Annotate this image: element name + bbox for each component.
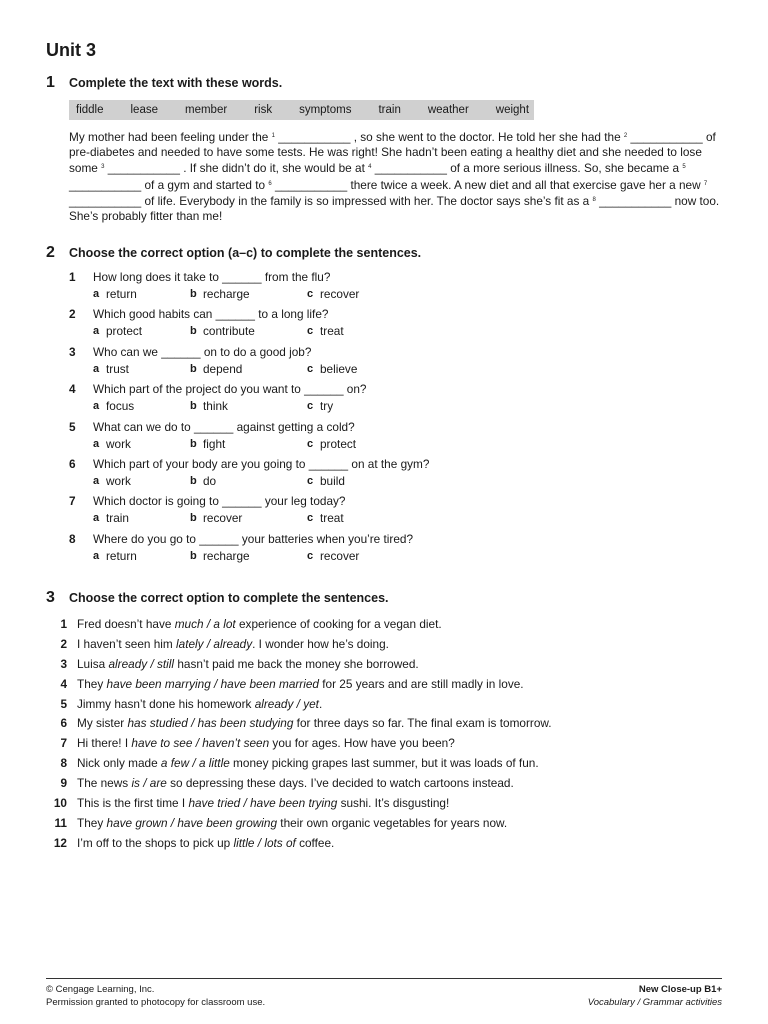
- answer-options: [93, 472, 726, 490]
- option-choice: have to see / haven’t seen: [131, 736, 270, 751]
- question-line: [69, 270, 726, 285]
- sentence-item: [46, 714, 726, 734]
- option-a: [93, 285, 190, 303]
- answer-options: [93, 435, 726, 453]
- question-number: 6: [69, 456, 76, 471]
- option-letter: c: [307, 512, 314, 525]
- option-letter: b: [190, 325, 197, 338]
- paragraph-text: ___________ of a more serious illness. So, she became a: [371, 161, 683, 176]
- option-letter: c: [307, 362, 314, 375]
- question-line: [69, 382, 726, 397]
- option-c: [307, 509, 344, 527]
- sentence-fragment: for three days so far. The final exam is tomorrow.: [293, 716, 552, 731]
- section-1-number: 1: [46, 74, 55, 91]
- section-1: [46, 74, 726, 224]
- sentence-item: [46, 754, 726, 774]
- option-text: protect: [106, 324, 143, 339]
- sentence-fragment: Nick only made: [77, 756, 161, 771]
- option-c: [307, 547, 359, 565]
- question-number: 5: [69, 419, 76, 434]
- sentence-item: [46, 675, 726, 695]
- option-a: [93, 435, 190, 453]
- question-text: Which good habits can ______ to a long life?: [93, 307, 329, 322]
- sentence-number: 4: [60, 676, 67, 691]
- option-letter: b: [190, 474, 197, 487]
- question-item: [69, 270, 726, 307]
- option-b: [190, 547, 307, 565]
- option-a: [93, 547, 190, 565]
- paragraph-text: ___________ . If she didn’t do it, she would be at: [104, 161, 369, 176]
- section-2-header: [46, 244, 726, 262]
- sentence-item: [46, 734, 726, 754]
- sentence-fragment: They: [77, 676, 107, 691]
- copyright-text: © Cengage Learning, Inc.: [46, 984, 155, 995]
- sentence-fragment: Hi there! I: [77, 736, 132, 751]
- section-2: [46, 244, 726, 569]
- sentence-fragment: .: [318, 696, 323, 711]
- question-number: 1: [69, 270, 76, 284]
- question-line: [69, 457, 726, 472]
- sentence-text: [77, 834, 334, 854]
- permission-text: Permission granted to photocopy for classroom use.: [46, 996, 266, 1008]
- option-letter: c: [307, 437, 314, 450]
- option-letter: b: [190, 400, 197, 413]
- sentence-item: [46, 615, 726, 635]
- option-text: fight: [203, 436, 226, 451]
- sentence-fragment: so depressing these days. I’ve decided to watch cartoons instead.: [166, 776, 514, 791]
- word-box-word: weather: [427, 104, 469, 116]
- sentence-number: 2: [60, 636, 67, 651]
- sentence-item: [46, 794, 726, 814]
- option-text: recover: [320, 548, 360, 563]
- sentence-fragment: coffee.: [295, 835, 335, 850]
- sentence-item: [46, 695, 726, 715]
- option-letter: a: [93, 288, 100, 300]
- question-text: What can we do to ______ against getting a cold?: [93, 419, 355, 434]
- question-text: Where do you go to ______ your batteries when you’re tired?: [93, 531, 414, 546]
- sentence-fragment: . I wonder how he’s doing.: [252, 636, 389, 651]
- option-letter: a: [93, 549, 100, 562]
- option-a: [93, 472, 190, 490]
- option-choice: already / yet: [254, 696, 319, 711]
- option-letter: a: [93, 325, 100, 338]
- question-line: [69, 307, 726, 322]
- sentence-text: [77, 635, 389, 655]
- option-choice: have grown / have been growing: [106, 815, 278, 830]
- answer-options: [93, 322, 726, 340]
- section-3-number: 3: [46, 589, 55, 606]
- sentence-number: 5: [60, 696, 67, 711]
- question-line: [69, 345, 726, 360]
- option-c: [307, 360, 357, 378]
- sentence-text: [77, 774, 514, 794]
- option-c: [307, 285, 359, 303]
- option-c: [307, 397, 333, 415]
- word-box-word: lease: [130, 104, 158, 116]
- section-3-title: Choose the correct option to complete the sentences.: [69, 591, 389, 605]
- answer-options: [93, 360, 726, 378]
- option-text: do: [203, 473, 217, 488]
- sentence-fragment: sushi. It’s disgusting!: [337, 796, 450, 811]
- option-text: protect: [320, 436, 357, 451]
- unit-title: Unit 3: [46, 40, 97, 60]
- option-text: treat: [320, 511, 344, 526]
- gap-number: 2: [623, 133, 628, 139]
- word-box-word: fiddle: [76, 104, 104, 116]
- sentence-fragment: Luisa: [77, 656, 109, 671]
- option-letter: a: [93, 474, 100, 487]
- option-text: recharge: [203, 548, 250, 563]
- option-text: believe: [320, 361, 358, 376]
- paragraph-text: ___________ , so she went to the doctor. He told her she had the: [275, 130, 624, 144]
- question-line: [69, 532, 726, 547]
- option-text: try: [320, 399, 334, 414]
- word-box-word: member: [185, 104, 228, 116]
- question-number: 2: [69, 307, 76, 322]
- question-item: [69, 532, 726, 569]
- answer-options: [93, 397, 726, 415]
- option-text: contribute: [203, 324, 255, 339]
- gap-number: 7: [703, 180, 708, 187]
- option-c: [307, 435, 356, 453]
- gap-number: 4: [368, 164, 372, 171]
- book-subtitle: Vocabulary / Grammar activities: [587, 996, 722, 1008]
- word-box-word: weight: [495, 104, 530, 116]
- question-text: Which part of the project do you want to ______ on?: [93, 382, 367, 397]
- sentence-text: [77, 714, 552, 734]
- question-item: [69, 420, 726, 457]
- option-a: [93, 397, 190, 415]
- answer-options: [93, 547, 726, 565]
- option-letter: c: [307, 474, 314, 487]
- option-letter: a: [93, 437, 100, 450]
- option-choice: a few / a little: [160, 756, 230, 771]
- option-text: recover: [320, 287, 360, 301]
- option-letter: c: [307, 288, 314, 300]
- question-number: 7: [69, 494, 76, 509]
- option-letter: a: [93, 362, 100, 375]
- multiple-choice-list: [69, 270, 726, 569]
- gap-number: 1: [271, 133, 275, 139]
- paragraph-text: ___________ there twice a week. A new diet and all that exercise gave her a new: [271, 177, 704, 192]
- sentence-text: [77, 794, 449, 814]
- paragraph-text: ___________ of pre-diabetes and needed to have some tests. He was right! She hadn’t been eating a healthy diet and she needed to lose some: [69, 130, 716, 176]
- option-letter: b: [190, 437, 197, 450]
- option-letter: b: [190, 512, 197, 525]
- sentence-number: 10: [53, 796, 67, 811]
- option-b: [190, 509, 307, 527]
- gap-number: 5: [682, 164, 686, 171]
- sentence-fragment: Jimmy hasn’t done his homework: [77, 696, 255, 711]
- sentence-text: [77, 814, 507, 834]
- option-choice: have been marrying / have been married: [106, 676, 319, 691]
- option-text: build: [320, 473, 345, 488]
- sentence-fragment: My sister: [77, 716, 128, 731]
- sentence-text: [77, 655, 419, 675]
- option-a: [93, 509, 190, 527]
- question-text: Which part of your body are you going to ______ on at the gym?: [93, 456, 430, 471]
- option-letter: c: [307, 549, 314, 562]
- gap-number: 6: [268, 180, 272, 187]
- sentence-number: 7: [60, 736, 67, 751]
- question-item: [69, 307, 726, 344]
- section-1-header: [46, 74, 726, 92]
- option-c: [307, 322, 344, 340]
- option-b: [190, 397, 307, 415]
- gap-number: 8: [592, 196, 596, 203]
- sentence-fragment: I haven’t seen him: [77, 636, 177, 651]
- question-number: 3: [69, 344, 76, 359]
- option-text: recharge: [203, 287, 250, 301]
- sentence-number: 1: [60, 617, 67, 631]
- option-choice: already / still: [108, 656, 175, 671]
- option-a: [93, 322, 190, 340]
- sentence-item: [46, 814, 726, 834]
- section-1-title: Complete the text with these words.: [69, 76, 283, 90]
- answer-options: [93, 285, 726, 303]
- word-box: [69, 100, 534, 120]
- sentence-fragment: money picking grapes last summer, but it was loads of fun.: [229, 756, 539, 771]
- sentence-text: [77, 734, 455, 754]
- gap-number: 3: [101, 164, 105, 171]
- option-a: [93, 360, 190, 378]
- option-b: [190, 435, 307, 453]
- option-text: train: [106, 511, 129, 526]
- sentence-fragment: their own organic vegetables for years now.: [277, 815, 508, 830]
- option-choice: much / a lot: [174, 617, 236, 631]
- word-box-word: risk: [254, 104, 273, 116]
- grammar-option-list: [46, 615, 726, 854]
- option-text: depend: [203, 361, 243, 376]
- section-3-header: [46, 589, 726, 607]
- option-letter: b: [190, 362, 197, 375]
- sentence-text: [77, 754, 539, 774]
- sentence-fragment: Fred doesn’t have: [77, 617, 175, 631]
- sentence-text: [77, 695, 322, 715]
- option-c: [307, 472, 345, 490]
- option-choice: little / lots of: [233, 835, 296, 850]
- option-text: focus: [106, 399, 135, 414]
- question-line: [69, 494, 726, 509]
- option-choice: lately / already: [176, 636, 253, 651]
- sentence-number: 9: [60, 776, 67, 791]
- sentence-item: [46, 655, 726, 675]
- gap-fill-paragraph: [69, 129, 729, 224]
- section-2-number: 2: [46, 244, 55, 261]
- option-choice: have tried / have been trying: [188, 796, 338, 811]
- option-text: recover: [203, 511, 243, 526]
- sentence-number: 11: [54, 815, 67, 830]
- sentence-item: [46, 635, 726, 655]
- option-choice: is / are: [131, 776, 167, 791]
- question-text: Who can we ______ on to do a good job?: [93, 344, 312, 359]
- option-text: return: [106, 548, 137, 563]
- sentence-item: [46, 834, 726, 854]
- option-b: [190, 360, 307, 378]
- footer-divider: [46, 978, 722, 979]
- paragraph-text: ___________ of life. Everybody in the family is so impressed with her. The doctor says she’s fit as a: [69, 193, 593, 208]
- question-item: [69, 457, 726, 494]
- word-box-word: symptoms: [299, 104, 352, 116]
- book-title: New Close-up B1+: [638, 984, 722, 995]
- paragraph-text: ___________ now too. She’s probably fitter than me!: [69, 193, 720, 224]
- question-item: [69, 494, 726, 531]
- option-text: return: [106, 287, 137, 301]
- sentence-fragment: The news: [77, 776, 132, 791]
- sentence-number: 12: [53, 835, 67, 850]
- paragraph-text: My mother had been feeling under the: [69, 130, 272, 144]
- sentence-number: 6: [60, 716, 67, 731]
- question-number: 8: [69, 531, 76, 546]
- sentence-text: [77, 615, 442, 635]
- sentence-fragment: I’m off to the shops to pick up: [77, 835, 234, 850]
- question-number: 4: [69, 382, 76, 397]
- sentence-fragment: you for ages. How have you been?: [269, 736, 455, 751]
- sentence-number: 3: [60, 656, 67, 671]
- word-box-word: train: [378, 104, 401, 116]
- option-text: think: [203, 399, 228, 414]
- footer-left: [46, 984, 265, 1009]
- sentence-item: [46, 774, 726, 794]
- option-text: work: [106, 473, 131, 488]
- question-text: How long does it take to ______ from the flu?: [93, 270, 331, 284]
- option-letter: c: [307, 325, 314, 338]
- option-b: [190, 322, 307, 340]
- sentence-text: [77, 675, 524, 695]
- footer-right: [588, 984, 722, 1009]
- option-letter: c: [307, 400, 314, 413]
- option-text: trust: [106, 361, 129, 376]
- sentence-fragment: This is the first time I: [77, 796, 189, 811]
- sentence-fragment: experience of cooking for a vegan diet.: [235, 617, 442, 631]
- option-choice: has studied / has been studying: [127, 716, 294, 731]
- option-b: [190, 472, 307, 490]
- answer-options: [93, 509, 726, 527]
- question-line: [69, 420, 726, 435]
- section-3: [46, 589, 726, 854]
- option-letter: b: [190, 549, 197, 562]
- sentence-number: 8: [60, 756, 67, 771]
- paragraph-text: ___________ of a gym and started to: [69, 177, 269, 192]
- option-text: treat: [320, 324, 344, 339]
- section-2-title: Choose the correct option (a–c) to complete the sentences.: [69, 246, 422, 260]
- sentence-fragment: for 25 years and are still madly in love.: [318, 676, 524, 691]
- question-text: Which doctor is going to ______ your leg today?: [93, 494, 346, 509]
- question-item: [69, 382, 726, 419]
- question-item: [69, 345, 726, 382]
- option-b: [190, 285, 307, 303]
- option-letter: a: [93, 400, 100, 413]
- option-letter: b: [190, 288, 197, 300]
- sentence-fragment: hasn’t paid me back the money she borrowed.: [174, 656, 419, 671]
- option-text: work: [106, 436, 131, 451]
- option-letter: a: [93, 512, 100, 525]
- sentence-fragment: They: [77, 815, 107, 830]
